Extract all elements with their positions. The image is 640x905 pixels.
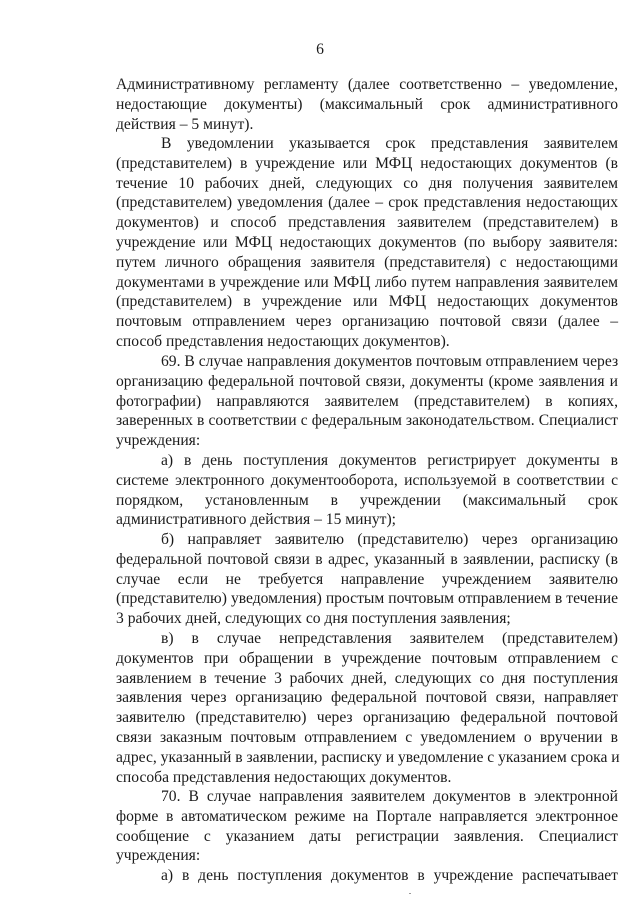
text-line: порядком, установленным в учреждении (максимальный срок xyxy=(116,491,618,509)
text-line: 69. В случае направления документов почтовым отправлением через xyxy=(161,353,619,370)
text-line: документов) и способ представления заявителем (представителем) в xyxy=(116,214,618,232)
text-line: заявителю (представителю) через организацию федеральной почтовой xyxy=(116,709,618,727)
text-line: форме в автоматическом режиме на Портале направляется электронное xyxy=(116,807,618,825)
text-line: учреждения: xyxy=(116,432,201,450)
text-line: действия – 5 минут). xyxy=(116,115,254,133)
text-line: учреждение или МФЦ недостающих документов (по выбору заявителя: xyxy=(116,233,618,251)
text-line: (представителем) в учреждение или МФЦ недостающих документов (в xyxy=(116,154,618,172)
text-line: документами в учреждение или МФЦ либо путем направления заявителем xyxy=(116,273,618,291)
text-line: б) направляет заявителю (представителю) через организацию xyxy=(161,531,618,548)
paragraph-item-69a xyxy=(116,451,618,530)
paragraph-item-69v xyxy=(116,629,618,787)
paragraph-notification xyxy=(116,134,618,352)
text-line: способа представления недостающих документов. xyxy=(116,768,452,786)
text-line: организацию федеральной почтовой связи, документы (кроме заявления и xyxy=(116,372,618,390)
paragraph-continuation xyxy=(116,75,618,134)
text-line: системе электронного документооборота, используемой в соответствии с xyxy=(116,471,618,489)
text-line: способ представления недостающих документов). xyxy=(116,332,450,350)
text-line: путем личного обращения заявителя (представителя) с недостающими xyxy=(116,253,618,271)
text-line: 70. В случае направления заявителем документов в электронной xyxy=(161,788,618,805)
scan-speck xyxy=(409,893,411,894)
paragraph-item-69b xyxy=(116,530,618,629)
text-line: а) в день поступления документов в учреждение распечатывает xyxy=(161,867,618,884)
paragraph-item-69 xyxy=(116,352,618,451)
text-line: случае если не требуется направление учреждением заявителю xyxy=(116,570,618,588)
text-line: учреждения: xyxy=(116,847,201,865)
text-line: сообщение с указанием даты регистрации заявления. Специалист xyxy=(116,827,618,845)
text-line: Административному регламенту (далее соответственно – уведомление, xyxy=(116,76,618,93)
text-line: заверенных в соответствии с федеральным законодательством. Специалист xyxy=(116,412,618,430)
text-line: заявлением в течение 3 рабочих дней, следующих со дня поступления xyxy=(116,669,618,687)
paragraph-item-70a xyxy=(116,866,618,886)
text-line: (представителем) уведомления (далее – срок представления недостающих xyxy=(116,194,618,212)
page-number: 6 xyxy=(316,41,324,58)
text-line: в) в случае непредставления заявителем (представителем) xyxy=(161,630,618,647)
text-line: 3 рабочих дней, следующих со дня поступления заявления; xyxy=(116,610,511,628)
text-line: (представителю) уведомления) простым почтовым отправлением в течение xyxy=(116,590,618,608)
text-line: связи заказным почтовым отправлением с уведомлением о вручении в xyxy=(116,728,618,746)
text-line: административного действия – 15 минут); xyxy=(116,511,396,529)
text-line: В уведомлении указывается срок представления заявителем xyxy=(161,135,618,152)
text-line: фотографии) направляются заявителем (представителем) в копиях, xyxy=(116,392,618,410)
text-line: адрес, указанный в заявлении, расписку и уведомление с указанием срока и xyxy=(116,748,620,766)
text-line: недостающие документы) (максимальный срок административного xyxy=(116,95,618,113)
text-line: (представителем) в учреждение или МФЦ недостающих документов xyxy=(116,293,618,311)
text-line: заявления через организацию федеральной почтовой связи, направляет xyxy=(116,689,618,707)
text-line: а) в день поступления документов регистрирует документы в xyxy=(161,452,618,469)
text-line: документов при обращении в учреждение почтовым отправлением с xyxy=(116,649,618,667)
text-line: почтовым отправлением через организацию почтовой связи (далее – xyxy=(116,313,618,331)
paragraph-item-70 xyxy=(116,787,618,866)
text-line: федеральной почтовой связи в адрес, указанный в заявлении, расписку (в xyxy=(116,550,618,568)
text-line: течение 10 рабочих дней, следующих со дня получения заявителем xyxy=(116,174,618,192)
